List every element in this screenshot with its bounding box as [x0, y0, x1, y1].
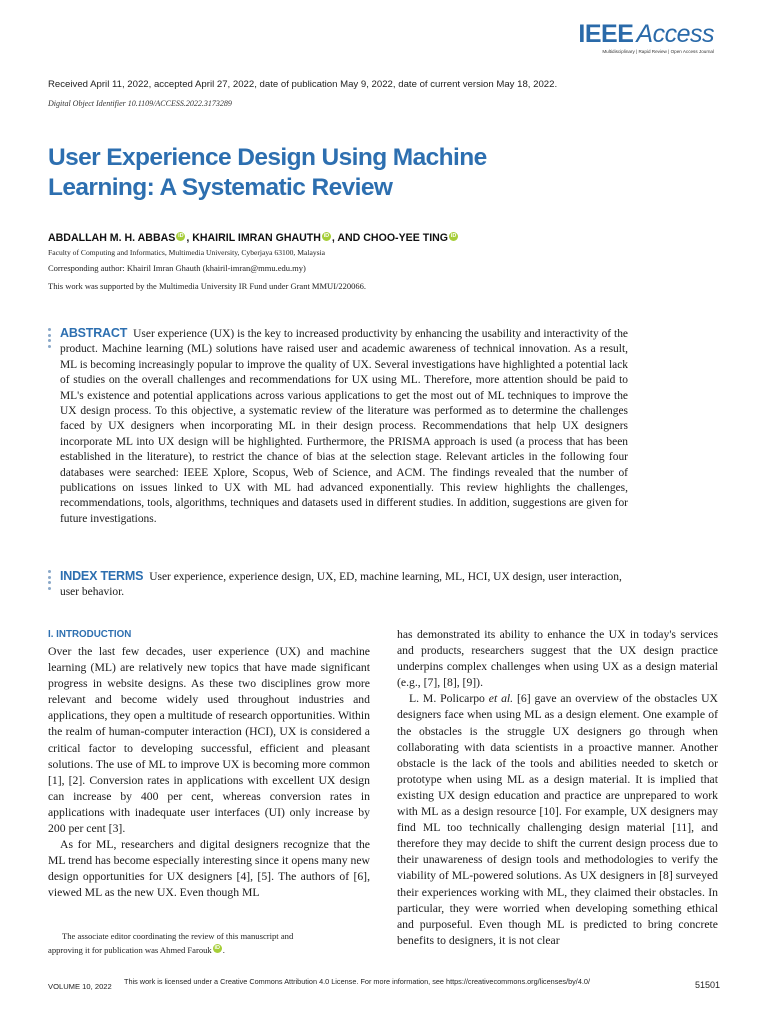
- author-list: [48, 232, 459, 244]
- index-terms-text: User experience, experience design, UX, ED, machine learning, ML, HCI, UX design, user interaction, user behavior.: [60, 571, 622, 599]
- footnote-line-2: [48, 943, 370, 957]
- author-2: , KHAIRIL IMRAN GHAUTH: [186, 232, 321, 244]
- left-column: [48, 644, 370, 902]
- abstract: [60, 326, 628, 527]
- paragraph-text: [6] gave an overview of the obstacles UX designers face when using ML as a design element. One example of the obstacles is the struggle UX designers go through when collaborating with data scientists in a proactive manner. Another obstacle is the lack of the tools and abilities needed to sketch or prototype when using ML as a design material. It is implied that existing UX design education and practice are unprepared to work with ML as a design resource [10]. For example, UX designers may find ML too technically challenging design material [11], and therefore they may decide to shift the current design process due to their unawareness of design tools and methodologies to verify the viability of ML-powered solutions. As UX designers in [8] surveyed their experiences working with ML, they claimed their obstacles. In particular, they were worried when developing something ethical and purposeful. Even though ML is predicted to bring concrete benefits to designers, it is not clear: [397, 692, 719, 947]
- volume-label: VOLUME 10, 2022: [48, 982, 112, 991]
- abstract-text: User experience (UX) is the key to increased productivity by enhancing the usability and interactivity of the product. Machine learning (ML) solutions have raised user and academic awareness of technical innovation. As a result, ML is becoming increasingly popular to improve the quality of UX. Several investigations have highlighted a potential lack of studies on the overall challenges and recommendations for UX using ML. Therefore, more attention should be paid to ML's existence and potential applications across various applications to get the most out of ML techniques to improve the UX design process. To this objective, a systematic review of the literature was performed as to determine the challenges faced by UX designers when incorporating ML in their design process. Recommendations that help UX designers incorporate ML into UX design will be highlighted. Furthermore, the PRISMA approach is used (a process that has been established in the literature), to restrict the chance of bias at the selection stage. Relevant articles in the following four databases were searched: IEEE Xplore, Scopus, Web of Science, and ACM. The findings revealed that the number of publications on issues linked to UX with ML had advanced exponentially. This review highlights the challenges, recommendations, tools, algorithms, techniques and datasets used in different studies. In addition, suggestions are given for future investigations.: [60, 328, 628, 525]
- page-number: 51501: [694, 980, 720, 990]
- paragraph: As for ML, researchers and digital designers recognize that the ML trend has become especially interesting since it opens many new design opportunities for UX designers [4], [5]. The authors of [6], viewed ML as the new UX. Even though ML: [48, 838, 370, 900]
- section-heading: I. INTRODUCTION: [48, 629, 132, 640]
- index-terms-dots-icon: [48, 570, 54, 592]
- footnote-text: approving it for publication was Ahmed Farouk: [48, 945, 212, 955]
- paper-title: [48, 143, 568, 203]
- funding-note: This work was supported by the Multimedia University IR Fund under Grant MMUI/220066.: [48, 281, 367, 291]
- title-line-2: Learning: A Systematic Review: [48, 174, 393, 201]
- affiliation: Faculty of Computing and Informatics, Multimedia University, Cyberjaya 63100, Malaysia: [48, 248, 326, 257]
- index-terms: [60, 569, 628, 601]
- orcid-icon[interactable]: iD: [450, 233, 457, 239]
- author-3: , AND CHOO-YEE TING: [331, 232, 449, 244]
- license-note[interactable]: This work is licensed under a Creative Commons Attribution 4.0 License. For more information, see https://creativecommons.org/licenses/by/4.0/: [124, 977, 590, 986]
- logo-tagline: Multidisciplinary | Rapid Review | Open Access Journal: [602, 49, 714, 54]
- footnote-line-1: The associate editor coordinating the review of this manuscript and: [62, 931, 294, 941]
- abstract-label: ABSTRACT: [60, 326, 128, 340]
- index-terms-label: INDEX TERMS: [60, 569, 144, 583]
- abstract-dots-icon: [48, 328, 54, 350]
- footnote-end: .: [222, 945, 225, 955]
- journal-logo: [578, 22, 714, 54]
- paragraph: has demonstrated its ability to enhance the UX in today's services and products, researchers suggest that the UX design practice underpins complex challenges when using UX as a design material (e.g., [7], [8], [9]).: [397, 628, 718, 690]
- orcid-icon[interactable]: iD: [323, 233, 330, 239]
- doi-line: Digital Object Identifier 10.1109/ACCESS.2022.3173289: [48, 99, 232, 108]
- author-1: ABDALLAH M. H. ABBAS: [48, 232, 176, 244]
- corresponding-author: Corresponding author: Khairil Imran Ghauth (khairil-imran@mmu.edu.my): [48, 263, 306, 273]
- editor-footnote: [48, 929, 370, 957]
- orcid-icon[interactable]: iD: [214, 945, 220, 951]
- received-dates: Received April 11, 2022, accepted April 27, 2022, date of publication May 9, 2022, date of current version May 18, 2022.: [48, 79, 558, 90]
- paragraph: [397, 691, 718, 949]
- title-line-1: User Experience Design Using Machine: [48, 144, 487, 171]
- paragraph-text: L. M. Policarpo: [409, 692, 489, 706]
- orcid-icon[interactable]: iD: [178, 233, 184, 239]
- right-column: [397, 627, 718, 949]
- paragraph: Over the last few decades, user experience (UX) and machine learning (ML) are relatively new topics that have made significant progress in website designs. As these two disciplines grow more relevant and become widely used throughout industries and applications, they open a multitude of research opportunities. Within the realm of human-computer interaction (HCI), UX is considered a critical factor to developing successful, efficient and pleasant solutions. The use of ML to improve UX is becoming more common [1], [2]. Conversion rates in applications with excellent UX design can increase by 400 per cent, whereas conversion rates in applications with inadequate user interfaces (UI) only increase by 200 per cent [3].: [48, 645, 370, 836]
- paragraph-emphasis: et al.: [488, 692, 514, 706]
- logo-wordmark: IEEE Access: [578, 20, 714, 48]
